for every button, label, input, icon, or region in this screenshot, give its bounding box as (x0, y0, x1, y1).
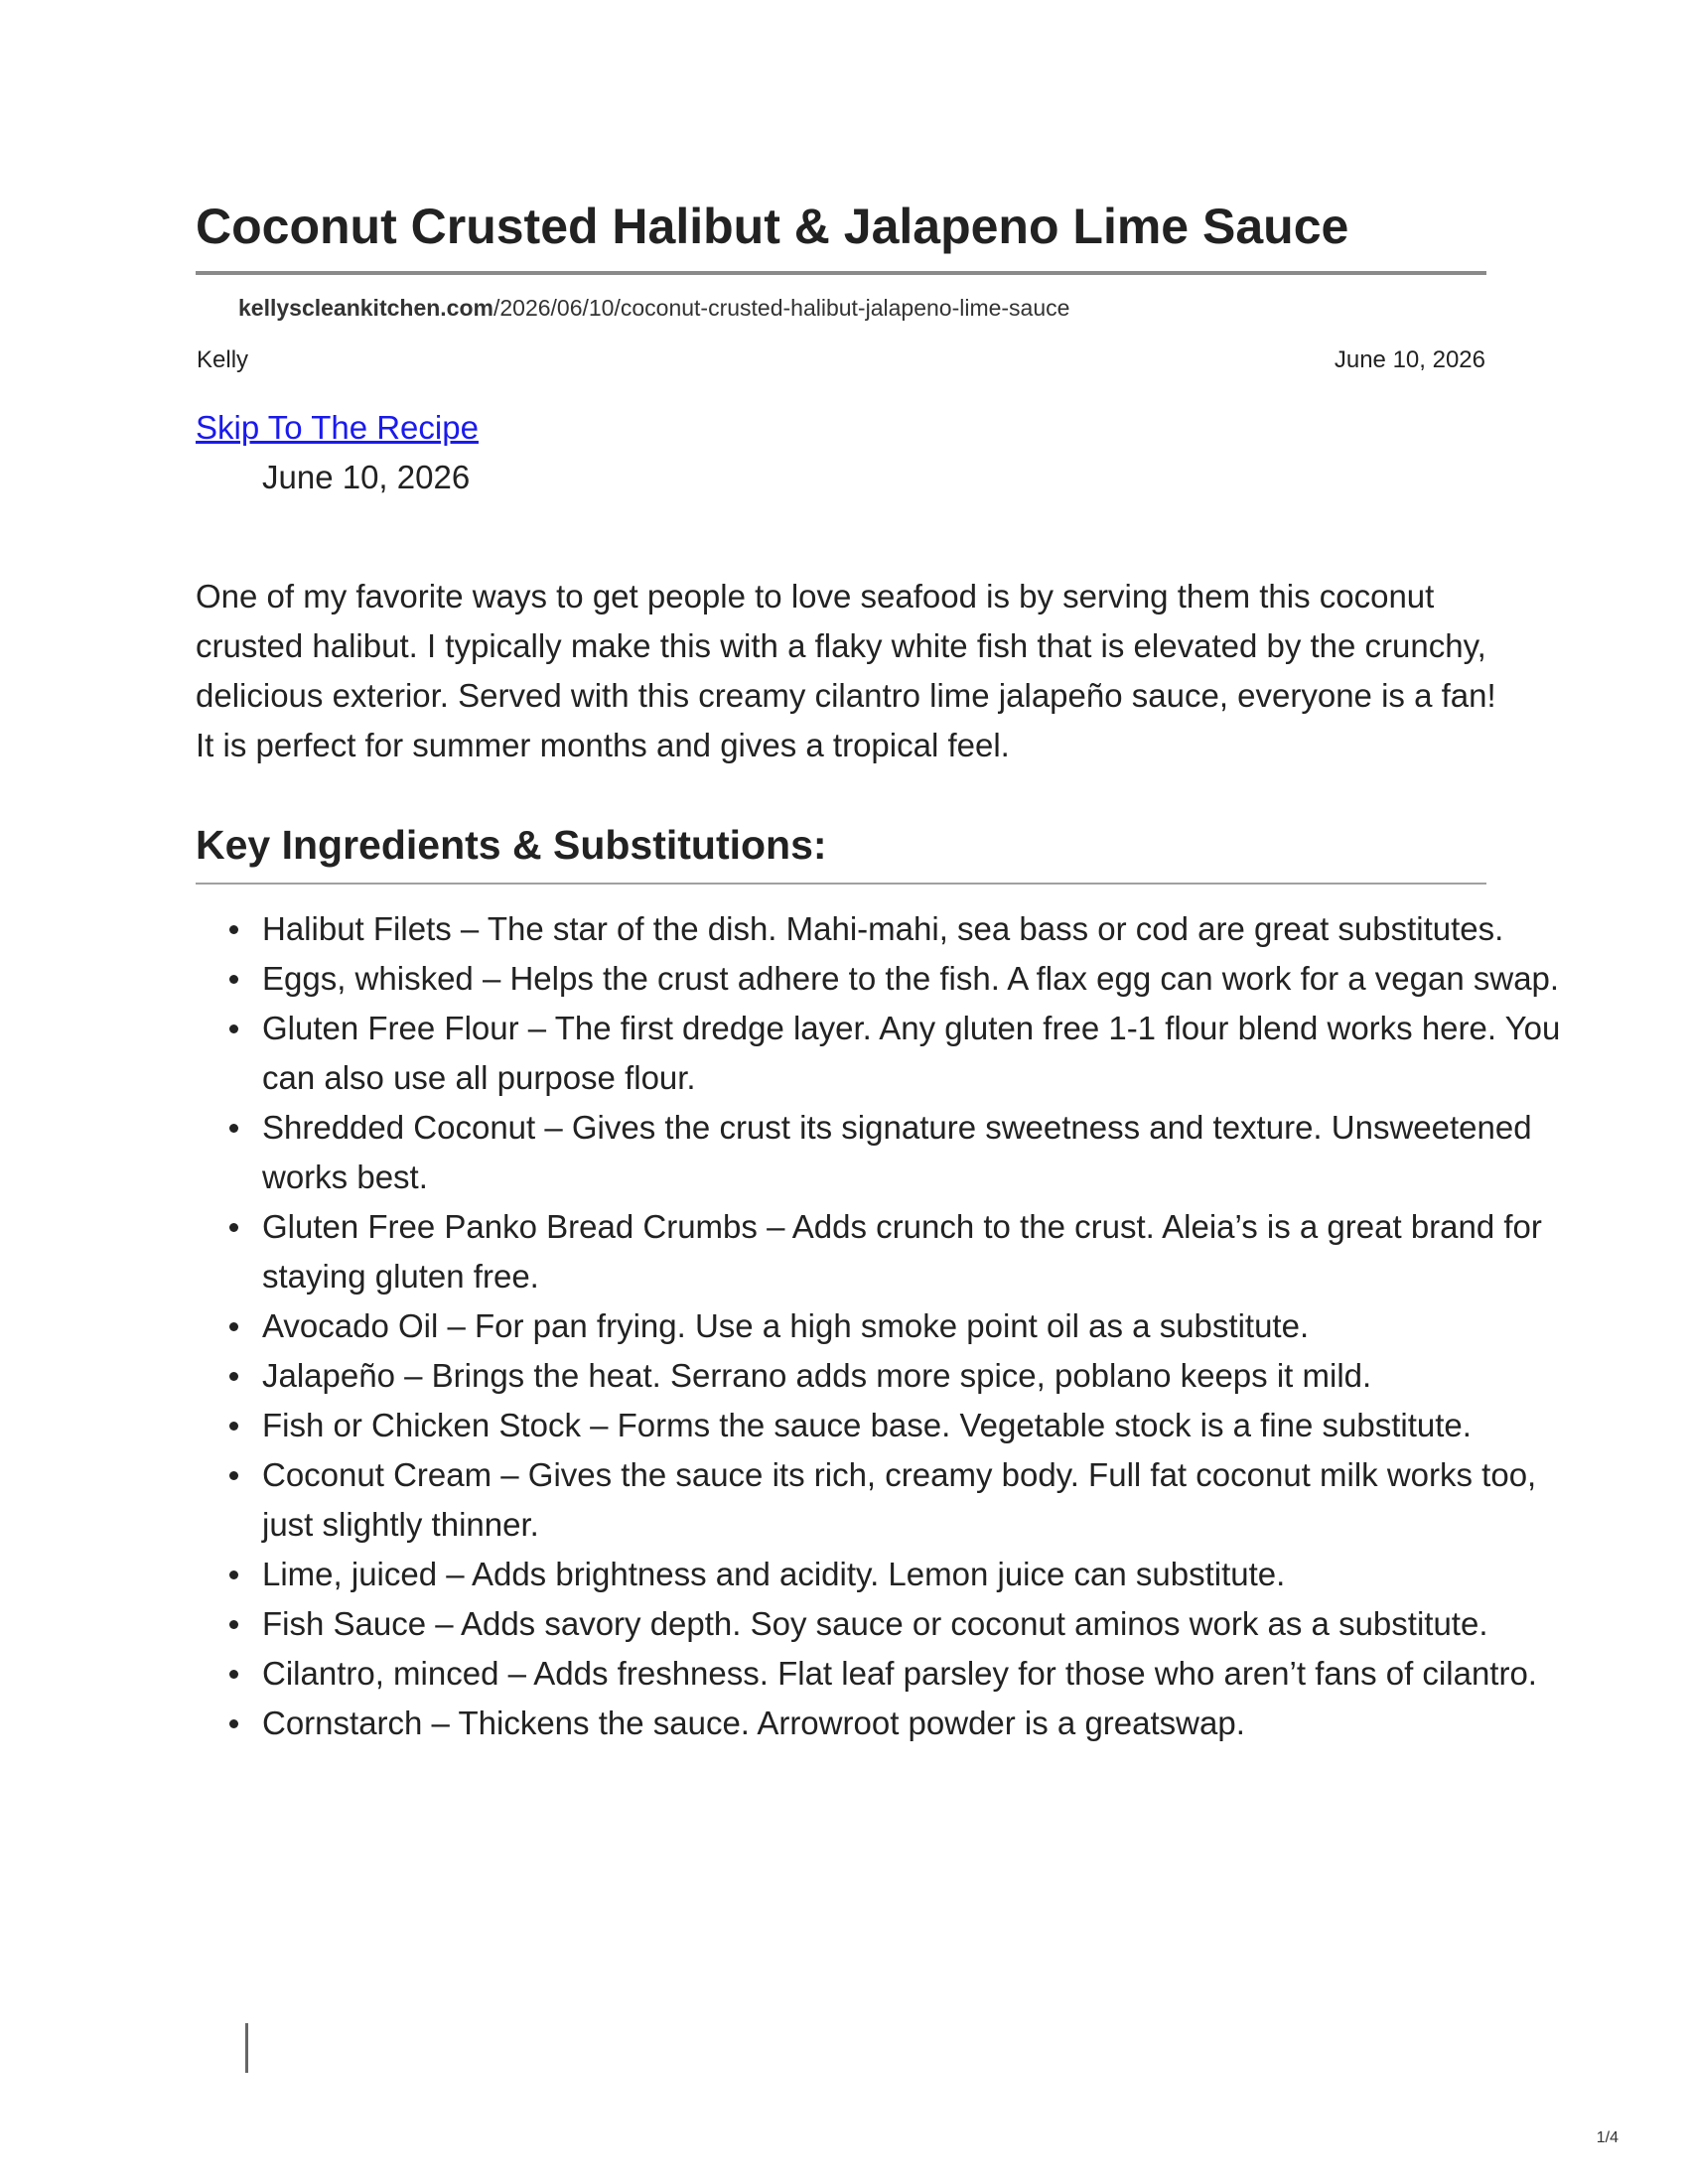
list-item (262, 1004, 1573, 1103)
blockquote-bar (245, 2023, 248, 2073)
list-item-text: Gluten Free Flour – The first dredge layer. Any gluten free 1-1 flour blend works here. You can also use all purpose flour. (262, 1010, 1561, 1096)
post-date: June 10, 2026 (262, 459, 471, 495)
url-domain: kellyscleankitchen.com (238, 295, 493, 321)
list-item-text: Cilantro, minced – Adds freshness. Flat leaf parsley for those who aren’t fans of cilantro. (262, 1655, 1537, 1692)
bullet-icon (229, 1124, 238, 1133)
bullet-icon (229, 1570, 238, 1579)
list-item (262, 904, 1573, 954)
list-item (262, 1550, 1573, 1599)
list-item-text: Fish or Chicken Stock – Forms the sauce base. Vegetable stock is a fine substitute. (262, 1407, 1472, 1443)
bullet-icon (229, 1471, 238, 1480)
list-item-text: Cornstarch – Thickens the sauce. Arrowroot powder is a greatswap. (262, 1705, 1245, 1741)
list-item-text: Gluten Free Panko Bread Crumbs – Adds crunch to the crust. Aleia’s is a great brand for staying gluten free. (262, 1208, 1542, 1295)
title-divider (196, 271, 1486, 275)
source-url (238, 293, 1069, 323)
url-path: /2026/06/10/coconut-crusted-halibut-jalapeno-lime-sauce (492, 295, 1070, 321)
bullet-icon (229, 1372, 238, 1381)
bullet-icon (229, 1024, 238, 1033)
list-item (262, 1103, 1573, 1202)
page-number: 1/4 (1596, 2129, 1618, 2146)
bullet-icon (229, 975, 238, 984)
list-item-text: Fish Sauce – Adds savory depth. Soy sauce or coconut aminos work as a substitute. (262, 1605, 1488, 1642)
bullet-icon (229, 1620, 238, 1629)
list-item (262, 1301, 1573, 1351)
list-item-text: Avocado Oil – For pan frying. Use a high smoke point oil as a substitute. (262, 1307, 1310, 1344)
section-divider (196, 883, 1486, 885)
intro-paragraph: One of my favorite ways to get people to love seafood is by serving them this coconut crusted halibut. I typically make this with a flaky white fish that is elevated by the crunchy, delicious exterior. Served with this creamy cilantro lime jalapeño sauce, everyone is a fan! It is perfect for summer months and gives a tropical feel. (196, 578, 1496, 763)
list-item-text: Eggs, whisked – Helps the crust adhere to the fish. A flax egg can work for a vegan swap. (262, 960, 1560, 997)
list-item (262, 1450, 1573, 1550)
header-date: June 10, 2026 (1334, 346, 1485, 373)
bullet-icon (229, 1670, 238, 1679)
list-item-text: Coconut Cream – Gives the sauce its rich, creamy body. Full fat coconut milk works too, just slightly thinner. (262, 1456, 1537, 1543)
bullet-icon (229, 1422, 238, 1431)
list-item (262, 1649, 1573, 1699)
section-heading-ingredients: Key Ingredients & Substitutions: (196, 822, 827, 868)
list-item-text: Lime, juiced – Adds brightness and acidity. Lemon juice can substitute. (262, 1556, 1286, 1592)
page-title: Coconut Crusted Halibut & Jalapeno Lime Sauce (196, 199, 1349, 254)
bullet-icon (229, 1322, 238, 1331)
list-item (262, 1401, 1573, 1450)
author-name: Kelly (197, 346, 249, 373)
skip-to-recipe-link[interactable]: Skip To The Recipe (196, 409, 479, 446)
ingredients-list (196, 904, 1573, 1748)
list-item-text: Jalapeño – Brings the heat. Serrano adds more spice, poblano keeps it mild. (262, 1357, 1372, 1394)
bullet-icon (229, 925, 238, 934)
list-item (262, 954, 1573, 1004)
list-item-text: Halibut Filets – The star of the dish. Mahi-mahi, sea bass or cod are great substitutes. (262, 910, 1504, 947)
list-item (262, 1202, 1573, 1301)
list-item-text: Shredded Coconut – Gives the crust its signature sweetness and texture. Unsweetened works best. (262, 1109, 1532, 1195)
list-item (262, 1599, 1573, 1649)
bullet-icon (229, 1719, 238, 1728)
list-item (262, 1699, 1573, 1748)
list-item (262, 1351, 1573, 1401)
bullet-icon (229, 1223, 238, 1232)
